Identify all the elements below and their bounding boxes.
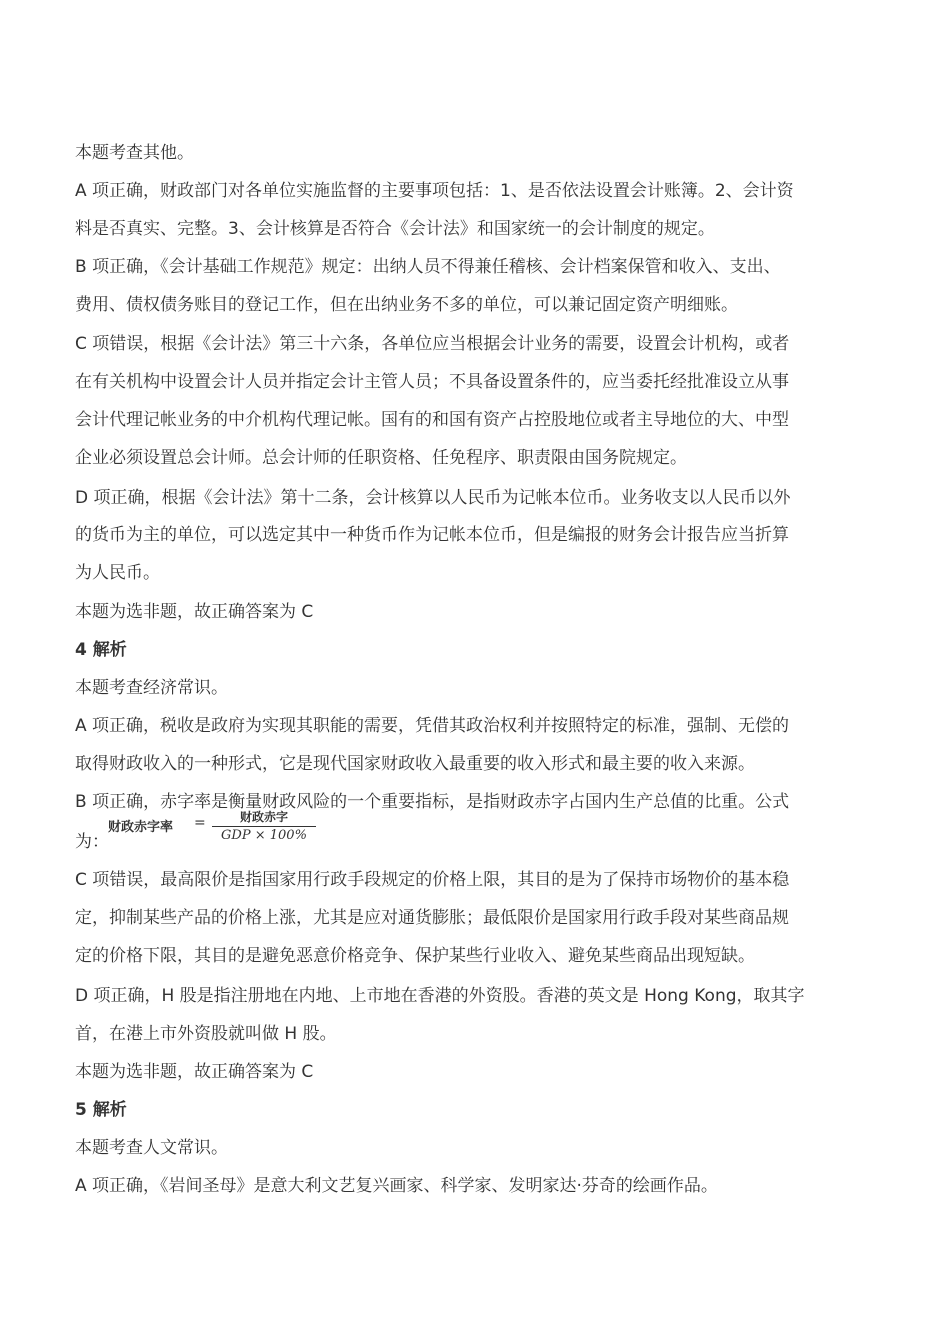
text-line: 为： bbox=[75, 832, 109, 852]
formula-denominator: GDP × 100% bbox=[221, 828, 307, 843]
text-line: 本题考查经济常识。 bbox=[75, 678, 228, 698]
answer-line: 本题为选非题，故正确答案为 C bbox=[75, 1062, 314, 1082]
text-line: 料是否真实、完整。3、会计核算是否符合《会计法》和国家统一的会计制度的规定。 bbox=[75, 219, 715, 239]
text-line: A 项正确，财政部门对各单位实施监督的主要事项包括：1、是否依法设置会计账簿。2、会计资 bbox=[75, 181, 794, 201]
section-heading-4: 4 解析 bbox=[75, 640, 127, 660]
text-line: 定的价格下限，其目的是避免恶意价格竞争、保护某些行业收入、避免某些商品出现短缺。 bbox=[75, 946, 755, 966]
text-line: D 项正确，H 股是指注册地在内地、上市地在香港的外资股。香港的英文是 Hong Kong，取其字 bbox=[75, 986, 805, 1006]
text-line: 本题考查人文常识。 bbox=[75, 1138, 228, 1158]
text-line: C 项错误，根据《会计法》第三十六条，各单位应当根据会计业务的需要，设置会计机构，或者 bbox=[75, 334, 790, 354]
formula-numerator: 财政赤字 bbox=[239, 810, 288, 824]
text-line: 的货币为主的单位，可以选定其中一种货币作为记帐本位币，但是编报的财务会计报告应当折算 bbox=[75, 525, 789, 545]
text-line: 费用、债权债务账目的登记工作，但在出纳业务不多的单位，可以兼记固定资产明细账。 bbox=[75, 295, 738, 315]
text-line: A 项正确，税收是政府为实现其职能的需要，凭借其政治权利并按照特定的标准，强制、无偿的 bbox=[75, 716, 790, 736]
fraction-bar bbox=[212, 826, 316, 827]
text-line: B 项正确，《会计基础工作规范》规定：出纳人员不得兼任稽核、会计档案保管和收入、支出、 bbox=[75, 257, 781, 277]
text-line: A 项正确，《岩间圣母》是意大利文艺复兴画家、科学家、发明家达·芬奇的绘画作品。 bbox=[75, 1176, 718, 1196]
text-line: 首，在港上市外资股就叫做 H 股。 bbox=[75, 1024, 337, 1044]
formula-equals: = bbox=[194, 815, 206, 831]
text-line: 为人民币。 bbox=[75, 563, 160, 583]
text-line: D 项正确，根据《会计法》第十二条，会计核算以人民币为记帐本位币。业务收支以人民币以外 bbox=[75, 488, 791, 508]
text-line: 本题考查其他。 bbox=[75, 143, 194, 163]
text-line: 企业必须设置总会计师。总会计师的任职资格、任免程序、职责限由国务院规定。 bbox=[75, 448, 687, 468]
formula-lhs: 财政赤字率 bbox=[108, 820, 174, 835]
text-line: 定，抑制某些产品的价格上涨，尤其是应对通货膨胀；最低限价是国家用行政手段对某些商品规 bbox=[75, 908, 789, 928]
text-line: 在有关机构中设置会计人员并指定会计主管人员；不具备设置条件的，应当委托经批准设立从事 bbox=[75, 372, 789, 392]
text-line: B 项正确，赤字率是衡量财政风险的一个重要指标，是指财政赤字占国内生产总值的比重。公式 bbox=[75, 792, 790, 812]
text-line: 会计代理记帐业务的中介机构代理记帐。国有的和国有资产占控股地位或者主导地位的大、中型 bbox=[75, 410, 789, 430]
answer-line: 本题为选非题，故正确答案为 C bbox=[75, 602, 314, 622]
section-heading-5: 5 解析 bbox=[75, 1100, 127, 1120]
text-line: C 项错误，最高限价是指国家用行政手段规定的价格上限，其目的是为了保持市场物价的基本稳 bbox=[75, 870, 790, 890]
text-line: 取得财政收入的一种形式，它是现代国家财政收入最重要的收入形式和最主要的收入来源。 bbox=[75, 754, 755, 774]
formula-fraction bbox=[212, 810, 316, 843]
